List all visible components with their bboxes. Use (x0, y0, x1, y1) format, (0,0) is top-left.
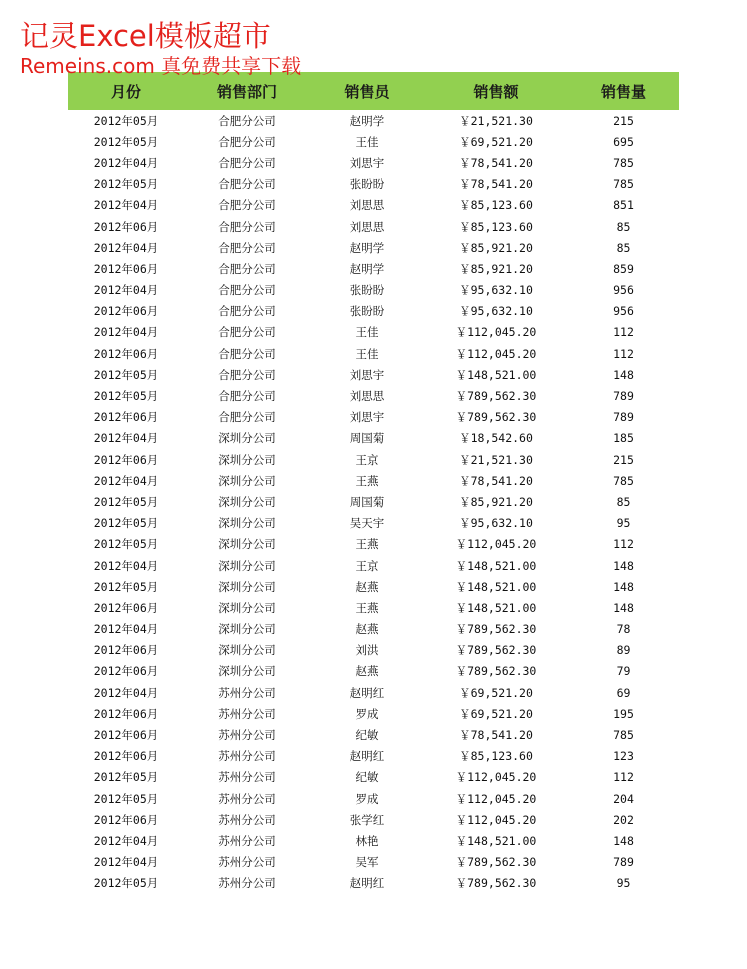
cell-quantity[interactable]: 85 (616, 494, 631, 509)
cell-quantity[interactable]: 95 (616, 876, 631, 891)
cell-salesperson[interactable]: 王京 (355, 558, 379, 573)
cell-quantity[interactable]: 123 (613, 749, 634, 764)
cell-department[interactable]: 深圳分公司 (218, 537, 276, 552)
cell-salesperson[interactable]: 赵燕 (355, 579, 379, 594)
cell-amount[interactable]: ￥112,045.20 (455, 537, 537, 552)
table-row (68, 576, 679, 597)
table-row (68, 322, 679, 343)
cell-amount[interactable]: ￥85,921.20 (459, 494, 533, 509)
cell-department[interactable]: 合肥分公司 (218, 155, 276, 170)
table-row (68, 619, 679, 640)
cell-department[interactable]: 深圳分公司 (218, 473, 276, 488)
cell-department[interactable]: 合肥分公司 (218, 325, 276, 340)
cell-quantity[interactable]: 148 (613, 600, 634, 615)
cell-month[interactable]: 2012年05月 (93, 177, 159, 192)
cell-quantity[interactable]: 185 (613, 431, 634, 446)
cell-quantity[interactable]: 785 (613, 473, 634, 488)
cell-department[interactable]: 深圳分公司 (218, 452, 276, 467)
cell-amount[interactable]: ￥112,045.20 (455, 812, 537, 827)
cell-quantity[interactable]: 112 (613, 537, 634, 552)
cell-department[interactable]: 深圳分公司 (218, 643, 276, 658)
cell-department[interactable]: 合肥分公司 (218, 198, 276, 213)
table-row (68, 407, 679, 428)
cell-amount[interactable]: ￥85,921.20 (459, 261, 533, 276)
cell-salesperson[interactable]: 赵明红 (349, 749, 385, 764)
cell-amount[interactable]: ￥148,521.00 (455, 833, 537, 848)
cell-month[interactable]: 2012年06月 (93, 452, 159, 467)
header-quantity[interactable]: 销售量 (600, 82, 646, 101)
cell-department[interactable]: 深圳分公司 (218, 431, 276, 446)
cell-salesperson[interactable]: 王佳 (355, 134, 379, 149)
cell-month[interactable]: 2012年04月 (93, 855, 159, 870)
cell-amount[interactable]: ￥69,521.20 (459, 685, 533, 700)
cell-department[interactable]: 深圳分公司 (218, 494, 276, 509)
cell-quantity[interactable]: 202 (613, 812, 634, 827)
cell-amount[interactable]: ￥789,562.30 (455, 855, 537, 870)
cell-month[interactable]: 2012年06月 (93, 664, 159, 679)
cell-salesperson[interactable]: 张盼盼 (349, 283, 385, 298)
table-row (68, 385, 679, 406)
cell-salesperson[interactable]: 赵燕 (355, 622, 379, 637)
cell-amount[interactable]: ￥78,541.20 (459, 155, 533, 170)
cell-amount[interactable]: ￥789,562.30 (455, 410, 537, 425)
cell-salesperson[interactable]: 刘思思 (349, 389, 385, 404)
cell-salesperson[interactable]: 林艳 (355, 833, 379, 848)
cell-salesperson[interactable]: 纪敏 (355, 728, 379, 743)
cell-quantity[interactable]: 785 (613, 728, 634, 743)
cell-quantity[interactable]: 148 (613, 558, 634, 573)
table-row (68, 852, 679, 873)
table-row (68, 788, 679, 809)
cell-department[interactable]: 苏州分公司 (218, 728, 276, 743)
table-row (68, 809, 679, 830)
cell-salesperson[interactable]: 刘洪 (355, 643, 379, 658)
cell-salesperson[interactable]: 张盼盼 (349, 177, 385, 192)
cell-salesperson[interactable]: 刘思宇 (349, 367, 385, 382)
cell-quantity[interactable]: 785 (613, 177, 634, 192)
cell-month[interactable]: 2012年04月 (93, 431, 159, 446)
cell-department[interactable]: 合肥分公司 (218, 304, 276, 319)
cell-salesperson[interactable]: 王燕 (355, 600, 379, 615)
cell-quantity[interactable]: 79 (616, 664, 631, 679)
cell-quantity[interactable]: 789 (613, 855, 634, 870)
cell-amount[interactable]: ￥112,045.20 (455, 770, 537, 785)
cell-salesperson[interactable]: 刘思思 (349, 198, 385, 213)
cell-quantity[interactable]: 148 (613, 367, 634, 382)
table-row (68, 174, 679, 195)
cell-salesperson[interactable]: 罗成 (355, 791, 379, 806)
cell-month[interactable]: 2012年06月 (93, 261, 159, 276)
cell-quantity[interactable]: 789 (613, 389, 634, 404)
cell-month[interactable]: 2012年05月 (93, 494, 159, 509)
cell-quantity[interactable]: 69 (616, 685, 631, 700)
cell-salesperson[interactable]: 王燕 (355, 473, 379, 488)
header-amount[interactable]: 销售额 (473, 82, 519, 101)
cell-department[interactable]: 合肥分公司 (218, 113, 276, 128)
cell-department[interactable]: 苏州分公司 (218, 855, 276, 870)
cell-salesperson[interactable]: 王佳 (355, 346, 379, 361)
cell-month[interactable]: 2012年04月 (93, 155, 159, 170)
table-row (68, 555, 679, 576)
cell-department[interactable]: 合肥分公司 (218, 410, 276, 425)
cell-quantity[interactable]: 785 (613, 155, 634, 170)
cell-amount[interactable]: ￥148,521.00 (455, 600, 537, 615)
cell-department[interactable]: 合肥分公司 (218, 177, 276, 192)
table-row (68, 513, 679, 534)
table-row (68, 830, 679, 851)
cell-amount[interactable]: ￥148,521.00 (455, 579, 537, 594)
table-row (68, 258, 679, 279)
watermark-logo (20, 18, 301, 78)
cell-month[interactable]: 2012年06月 (93, 749, 159, 764)
table-body (68, 110, 679, 894)
cell-month[interactable]: 2012年05月 (93, 791, 159, 806)
cell-amount[interactable]: ￥95,632.10 (459, 283, 533, 298)
table-row (68, 470, 679, 491)
sales-table (68, 72, 679, 894)
cell-amount[interactable]: ￥85,123.60 (459, 219, 533, 234)
cell-department[interactable]: 合肥分公司 (218, 283, 276, 298)
cell-amount[interactable]: ￥69,521.20 (459, 706, 533, 721)
cell-amount[interactable]: ￥789,562.30 (455, 664, 537, 679)
watermark-subtitle: Remeins.com 真免费共享下载 (20, 54, 302, 78)
cell-amount[interactable]: ￥78,541.20 (459, 473, 533, 488)
table-row (68, 597, 679, 618)
cell-month[interactable]: 2012年05月 (93, 516, 159, 531)
cell-amount[interactable]: ￥148,521.00 (455, 558, 537, 573)
cell-amount[interactable]: ￥21,521.30 (459, 452, 533, 467)
cell-quantity[interactable]: 956 (613, 283, 634, 298)
cell-month[interactable]: 2012年06月 (93, 706, 159, 721)
cell-amount[interactable]: ￥148,521.00 (455, 367, 537, 382)
cell-month[interactable]: 2012年05月 (93, 367, 159, 382)
cell-department[interactable]: 合肥分公司 (218, 219, 276, 234)
header-month[interactable]: 月份 (110, 82, 141, 101)
cell-quantity[interactable]: 78 (616, 622, 631, 637)
cell-quantity[interactable]: 85 (616, 219, 631, 234)
cell-department[interactable]: 深圳分公司 (218, 579, 276, 594)
cell-quantity[interactable]: 215 (613, 113, 634, 128)
table-row (68, 216, 679, 237)
cell-quantity[interactable]: 195 (613, 706, 634, 721)
table-row (68, 640, 679, 661)
table-row (68, 301, 679, 322)
cell-department[interactable]: 苏州分公司 (218, 770, 276, 785)
cell-quantity[interactable]: 95 (616, 516, 631, 531)
cell-month[interactable]: 2012年06月 (93, 812, 159, 827)
cell-month[interactable]: 2012年04月 (93, 685, 159, 700)
table-row (68, 195, 679, 216)
table-row (68, 449, 679, 470)
table-row (68, 237, 679, 258)
cell-salesperson[interactable]: 张盼盼 (349, 304, 385, 319)
cell-salesperson[interactable]: 刘思思 (349, 219, 385, 234)
table-row (68, 428, 679, 449)
cell-department[interactable]: 苏州分公司 (218, 749, 276, 764)
cell-salesperson[interactable]: 刘思宇 (349, 155, 385, 170)
cell-department[interactable]: 合肥分公司 (218, 346, 276, 361)
cell-quantity[interactable]: 112 (613, 325, 634, 340)
header-department[interactable]: 销售部门 (216, 82, 277, 101)
cell-department[interactable]: 苏州分公司 (218, 812, 276, 827)
cell-month[interactable]: 2012年05月 (93, 770, 159, 785)
cell-amount[interactable]: ￥112,045.20 (455, 791, 537, 806)
table-row (68, 280, 679, 301)
table-row (68, 534, 679, 555)
cell-salesperson[interactable]: 赵燕 (355, 664, 379, 679)
table-row (68, 746, 679, 767)
cell-month[interactable]: 2012年04月 (93, 558, 159, 573)
cell-amount[interactable]: ￥789,562.30 (455, 389, 537, 404)
table-row (68, 661, 679, 682)
table-row (68, 152, 679, 173)
cell-department[interactable]: 合肥分公司 (218, 240, 276, 255)
cell-salesperson[interactable]: 王京 (355, 452, 379, 467)
cell-quantity[interactable]: 695 (613, 134, 634, 149)
table-row (68, 343, 679, 364)
cell-department[interactable]: 合肥分公司 (218, 389, 276, 404)
cell-salesperson[interactable]: 王佳 (355, 325, 379, 340)
cell-month[interactable]: 2012年04月 (93, 833, 159, 848)
cell-salesperson[interactable]: 罗成 (355, 706, 379, 721)
cell-month[interactable]: 2012年04月 (93, 198, 159, 213)
cell-salesperson[interactable]: 吴天宇 (349, 516, 385, 531)
cell-quantity[interactable]: 851 (613, 198, 634, 213)
cell-quantity[interactable]: 112 (613, 770, 634, 785)
cell-salesperson[interactable]: 赵明学 (349, 113, 385, 128)
cell-month[interactable]: 2012年04月 (93, 473, 159, 488)
watermark-title: 记灵Excel模板超市 (20, 19, 271, 53)
cell-quantity[interactable]: 215 (613, 452, 634, 467)
cell-department[interactable]: 苏州分公司 (218, 833, 276, 848)
cell-amount[interactable]: ￥21,521.30 (459, 113, 533, 128)
cell-department[interactable]: 深圳分公司 (218, 622, 276, 637)
cell-salesperson[interactable]: 刘思宇 (349, 410, 385, 425)
cell-salesperson[interactable]: 王燕 (355, 537, 379, 552)
cell-amount[interactable]: ￥78,541.20 (459, 728, 533, 743)
cell-quantity[interactable]: 112 (613, 346, 634, 361)
cell-month[interactable]: 2012年05月 (93, 876, 159, 891)
cell-quantity[interactable]: 85 (616, 240, 631, 255)
cell-month[interactable]: 2012年06月 (93, 219, 159, 234)
cell-department[interactable]: 深圳分公司 (218, 664, 276, 679)
cell-salesperson[interactable]: 赵明红 (349, 876, 385, 891)
cell-quantity[interactable]: 204 (613, 791, 634, 806)
cell-month[interactable]: 2012年05月 (93, 579, 159, 594)
cell-amount[interactable]: ￥112,045.20 (455, 346, 537, 361)
cell-department[interactable]: 合肥分公司 (218, 261, 276, 276)
cell-month[interactable]: 2012年04月 (93, 622, 159, 637)
table-row (68, 724, 679, 745)
cell-amount[interactable]: ￥69,521.20 (459, 134, 533, 149)
cell-quantity[interactable]: 956 (613, 304, 634, 319)
cell-salesperson[interactable]: 张学红 (349, 812, 385, 827)
cell-amount[interactable]: ￥85,921.20 (459, 240, 533, 255)
cell-salesperson[interactable]: 周国菊 (349, 431, 385, 446)
cell-amount[interactable]: ￥18,542.60 (459, 431, 533, 446)
table-row (68, 364, 679, 385)
cell-amount[interactable]: ￥95,632.10 (459, 516, 533, 531)
cell-amount[interactable]: ￥789,562.30 (455, 643, 537, 658)
cell-month[interactable]: 2012年06月 (93, 346, 159, 361)
cell-month[interactable]: 2012年06月 (93, 304, 159, 319)
cell-amount[interactable]: ￥85,123.60 (459, 749, 533, 764)
table-row (68, 682, 679, 703)
cell-amount[interactable]: ￥95,632.10 (459, 304, 533, 319)
table-row (68, 873, 679, 894)
table-row (68, 110, 679, 131)
cell-salesperson[interactable]: 周国菊 (349, 494, 385, 509)
cell-salesperson[interactable]: 纪敏 (355, 770, 379, 785)
cell-salesperson[interactable]: 赵明学 (349, 240, 385, 255)
cell-quantity[interactable]: 148 (613, 579, 634, 594)
cell-month[interactable]: 2012年04月 (93, 283, 159, 298)
cell-quantity[interactable]: 89 (616, 643, 631, 658)
cell-salesperson[interactable]: 吴军 (355, 855, 379, 870)
cell-month[interactable]: 2012年06月 (93, 410, 159, 425)
cell-department[interactable]: 深圳分公司 (218, 516, 276, 531)
cell-salesperson[interactable]: 赵明红 (349, 685, 385, 700)
cell-department[interactable]: 深圳分公司 (218, 558, 276, 573)
cell-month[interactable]: 2012年05月 (93, 134, 159, 149)
cell-month[interactable]: 2012年04月 (93, 240, 159, 255)
cell-month[interactable]: 2012年06月 (93, 643, 159, 658)
cell-department[interactable]: 深圳分公司 (218, 600, 276, 615)
cell-amount[interactable]: ￥789,562.30 (455, 876, 537, 891)
cell-quantity[interactable]: 148 (613, 833, 634, 848)
cell-department[interactable]: 合肥分公司 (218, 367, 276, 382)
cell-quantity[interactable]: 859 (613, 261, 634, 276)
cell-amount[interactable]: ￥85,123.60 (459, 198, 533, 213)
cell-department[interactable]: 苏州分公司 (218, 791, 276, 806)
cell-month[interactable]: 2012年05月 (93, 113, 159, 128)
cell-department[interactable]: 合肥分公司 (218, 134, 276, 149)
table-row (68, 491, 679, 512)
cell-month[interactable]: 2012年06月 (93, 728, 159, 743)
table-row (68, 767, 679, 788)
cell-department[interactable]: 苏州分公司 (218, 706, 276, 721)
cell-month[interactable]: 2012年05月 (93, 537, 159, 552)
cell-month[interactable]: 2012年05月 (93, 389, 159, 404)
cell-salesperson[interactable]: 赵明学 (349, 261, 385, 276)
cell-department[interactable]: 苏州分公司 (218, 876, 276, 891)
cell-department[interactable]: 苏州分公司 (218, 685, 276, 700)
table-row (68, 131, 679, 152)
cell-amount[interactable]: ￥112,045.20 (455, 325, 537, 340)
header-salesperson[interactable]: 销售员 (344, 82, 390, 101)
cell-month[interactable]: 2012年06月 (93, 600, 159, 615)
table-row (68, 703, 679, 724)
cell-quantity[interactable]: 789 (613, 410, 634, 425)
cell-amount[interactable]: ￥789,562.30 (455, 622, 537, 637)
cell-amount[interactable]: ￥78,541.20 (459, 177, 533, 192)
cell-month[interactable]: 2012年04月 (93, 325, 159, 340)
